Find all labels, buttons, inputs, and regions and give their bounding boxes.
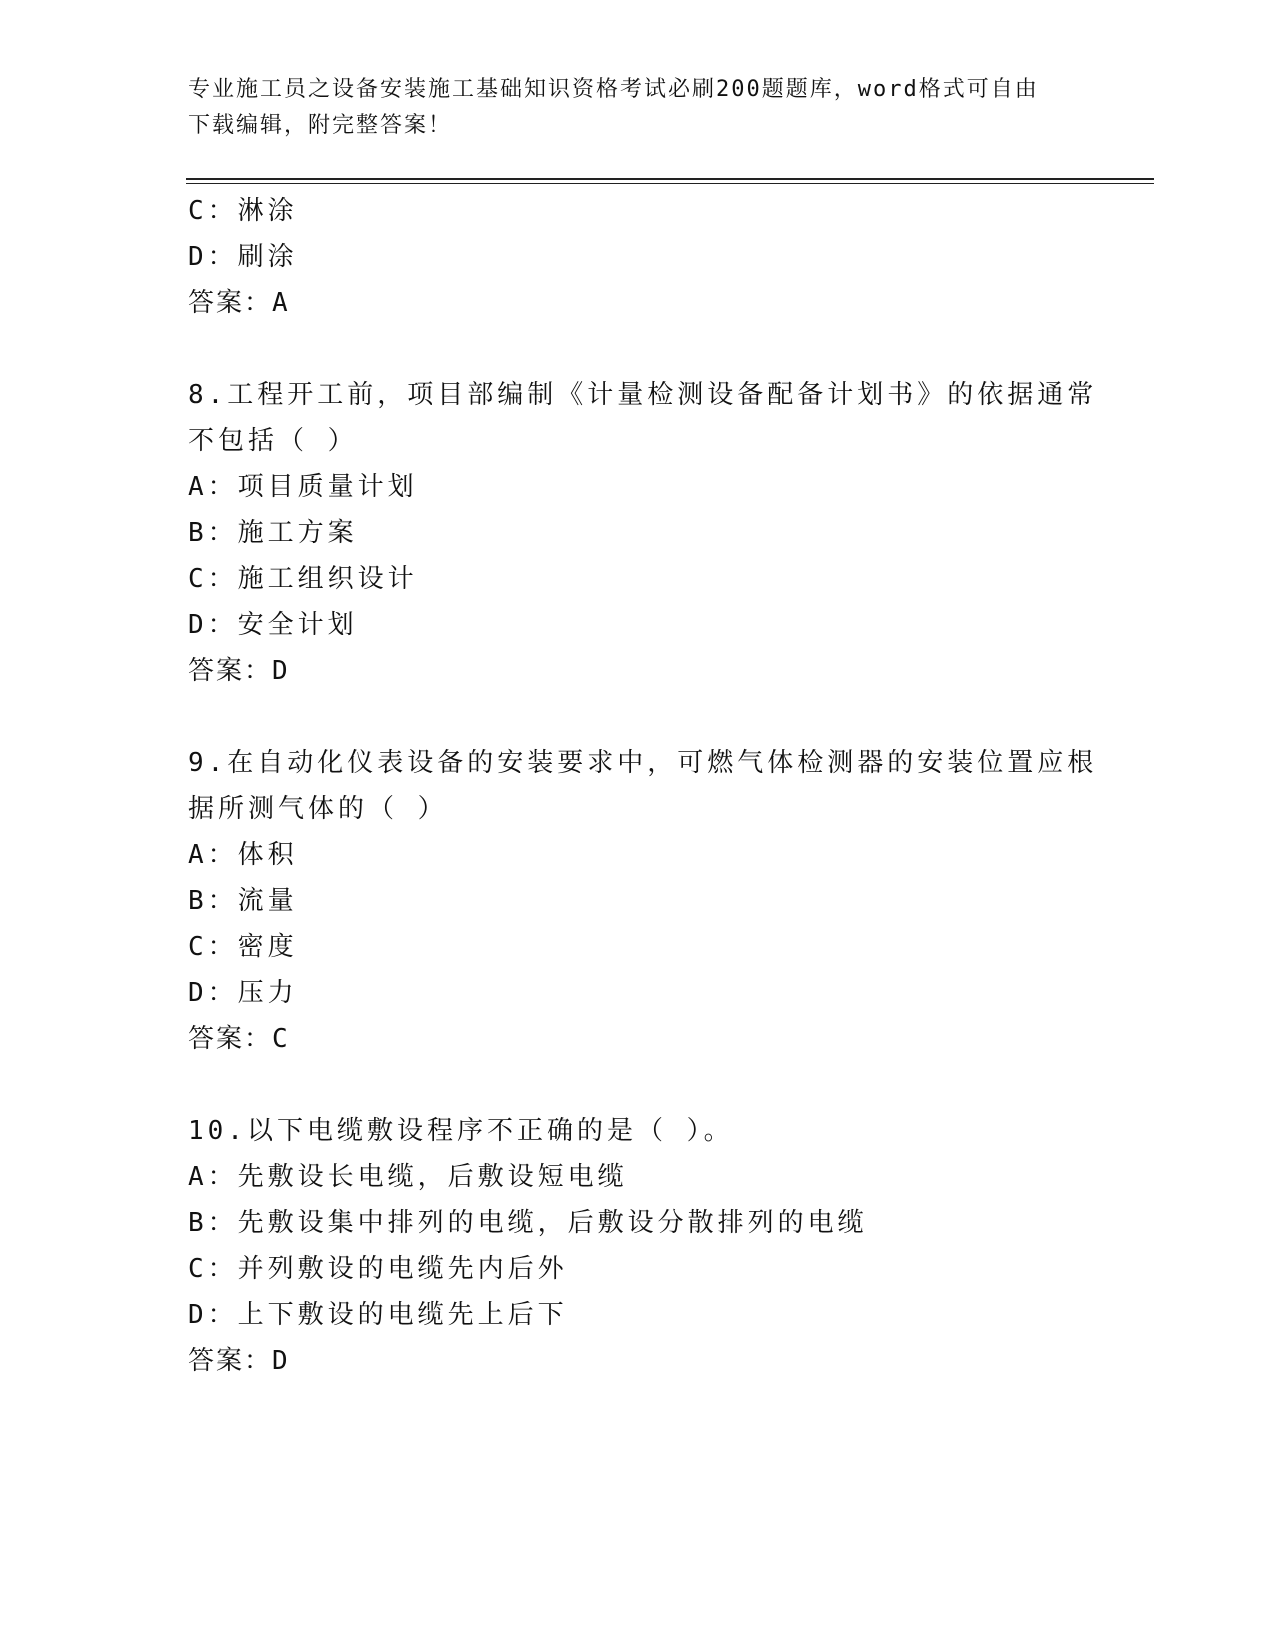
answer-line: 答案：A <box>188 288 290 318</box>
option-d <box>188 234 1068 280</box>
option-c <box>188 188 1068 234</box>
option-c <box>188 1246 1068 1292</box>
option-label: D： <box>188 1300 238 1330</box>
option-text: 先敷设集中排列的电缆，后敷设分散排列的电缆 <box>237 1208 868 1238</box>
question-text-line-1: 10.以下电缆敷设程序不正确的是（ ）。 <box>188 1116 734 1146</box>
option-c <box>188 924 1068 970</box>
option-a <box>188 832 1068 878</box>
option-text: 体积 <box>237 840 298 870</box>
header-rule-thick <box>186 178 1154 180</box>
option-d <box>188 1292 1068 1338</box>
option-label: C： <box>188 564 238 594</box>
option-a <box>188 1154 1068 1200</box>
spacer <box>188 1062 1068 1108</box>
answer-line: 答案：D <box>188 1346 290 1376</box>
option-label: A： <box>188 472 238 502</box>
question-10 <box>188 1108 1068 1384</box>
question-8 <box>188 372 1098 694</box>
question-text-line-2: 不包括（ ） <box>188 426 358 456</box>
option-b <box>188 510 1068 556</box>
option-text: 施工方案 <box>237 518 358 548</box>
option-text: 上下敷设的电缆先上后下 <box>237 1300 568 1330</box>
header-rule-thin <box>186 183 1154 184</box>
option-label: A： <box>188 1162 238 1192</box>
option-d <box>188 970 1068 1016</box>
option-text: 项目质量计划 <box>237 472 418 502</box>
option-label: D： <box>188 242 238 272</box>
question-text-line-1: 8.工程开工前，项目部编制《计量检测设备配备计划书》的依据通常 <box>188 380 1098 410</box>
option-label: D： <box>188 978 238 1008</box>
header-line-1: 专业施工员之设备安装施工基础知识资格考试必刷200题题库，word格式可自由 <box>188 77 1039 102</box>
option-label: B： <box>188 886 238 916</box>
option-text: 安全计划 <box>237 610 358 640</box>
answer-line: 答案：C <box>188 1024 290 1054</box>
option-label: C： <box>188 196 238 226</box>
spacer <box>188 326 1068 372</box>
option-b <box>188 878 1068 924</box>
question-text-line-2: 据所测气体的（ ） <box>188 794 448 824</box>
option-label: C： <box>188 932 238 962</box>
option-text: 压力 <box>237 978 298 1008</box>
option-text: 流量 <box>237 886 298 916</box>
option-text: 刷涂 <box>237 242 298 272</box>
spacer <box>188 694 1068 740</box>
option-label: B： <box>188 518 238 548</box>
option-text: 密度 <box>237 932 298 962</box>
page-header <box>188 72 1068 144</box>
option-text: 施工组织设计 <box>237 564 418 594</box>
option-b <box>188 1200 1068 1246</box>
option-label: D： <box>188 610 238 640</box>
prev-question-block <box>188 188 1068 326</box>
option-c <box>188 556 1068 602</box>
option-text: 淋涂 <box>237 196 298 226</box>
option-a <box>188 464 1068 510</box>
header-line-2: 下载编辑，附完整答案！ <box>188 113 453 138</box>
question-text-line-1: 9.在自动化仪表设备的安装要求中，可燃气体检测器的安装位置应根 <box>188 748 1098 778</box>
question-content <box>188 188 1098 1384</box>
option-text: 并列敷设的电缆先内后外 <box>237 1254 568 1284</box>
option-label: C： <box>188 1254 238 1284</box>
answer-line: 答案：D <box>188 656 290 686</box>
option-text: 先敷设长电缆，后敷设短电缆 <box>237 1162 628 1192</box>
option-label: A： <box>188 840 238 870</box>
option-label: B： <box>188 1208 238 1238</box>
question-9 <box>188 740 1098 1062</box>
option-d <box>188 602 1068 648</box>
